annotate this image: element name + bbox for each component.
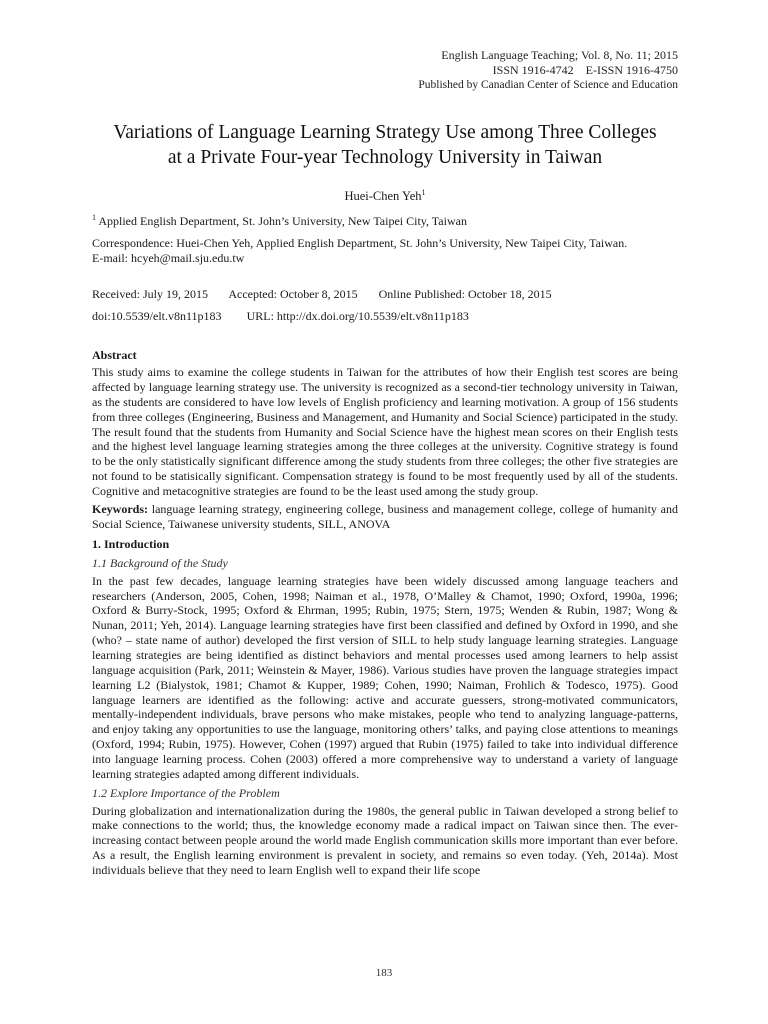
correspondence-text: Correspondence: Huei-Chen Yeh, Applied English Department, St. John’s University, New Taipei City, Taiwan.	[92, 236, 628, 251]
correspondence-email: E-mail: hcyeh@mail.sju.edu.tw	[92, 251, 245, 266]
paper-title-line-2: at a Private Four-year Technology University in Taiwan	[167, 147, 603, 168]
abstract-text: This study aims to examine the college students in Taiwan for the attributes of how their English test scores are being affected by language learning strategy use. The university is recognized as a second-tier technology university in Taiwan, as the students are considered to have low levels of English proficiency and learning motivation. A group of 156 students from three colleges (Engineering, Business and Management, and Humanity and Social Science) participated in the study. The result found that the students from Humanity and Social Science have the highest mean scores on their English tests and the highest level language learning strategies among the three colleges at the university. Cognitive strategy is found to be the only statistically significant difference among the study students from three colleges; the other five strategies are not found to be statisically significant. Compensation strategy is found to be most frequently used by all of the students. Cognitive and metacognitive strategies are found to be the least used among the study group.	[92, 365, 678, 498]
journal-header	[92, 48, 678, 93]
subsection-heading-background: 1.1 Background of the Study	[92, 555, 228, 570]
author-line	[92, 185, 678, 204]
affiliation	[92, 210, 678, 229]
background-paragraph: In the past few decades, language learning strategies have been widely discussed among language teachers and researchers (Anderson, 2005, Cohen, 1998; Naiman et al., 1978, O’Malley & Chamot, 1990; Oxford, 1990a, 1996; Oxford & Burry-Stock, 1995; Oxford & Ehrman, 1995; Rubin, 1975; Stern, 1975; Wenden & Rubin, 1987; Wong & Nunan, 2011; Yeh, 2014). Language learning strategies have first been classified and defined by Oxford in 1990, and she (who? – state name of author) developed the first version of SILL to help study language learning strategies. Language learning strategies are being identified as distinct behaviors and mental processes used among learners to help assist language acquisition (Park, 2011; Weinstein & Mayer, 1986). Various studies have proven the language strategies impact learning L2 (Bialystok, 1981; Chamot & Kupper, 1989; Cohen, 1990; Naiman, Frohlich & Todesco, 1975). Good language learners are identified as the following: active and accurate guessers, strong-motivated communicators, mentally-independent individuals, brave persons who make mistakes, people who tend to analyzing language-patterns, and enjoy taking any opportunities to use the language, monitoring others’ talks, and paying close attentions to meanings (Oxford, 1994; Rubin, 1975). However, Cohen (1997) argued that Rubin (1975) failed to take into individual difference into language learning process. Cohen (2003) offered a more comprehensive way to understand a variety of language learning strategies adapted among different individuals.	[92, 573, 678, 781]
correspondence	[92, 236, 678, 266]
abstract-heading: Abstract	[92, 348, 137, 363]
received-date: Received: July 19, 2015	[92, 287, 208, 302]
paper-page	[92, 48, 678, 878]
author-name: Huei-Chen Yeh	[344, 189, 422, 204]
doi: doi:10.5539/elt.v8n11p183	[92, 309, 222, 324]
keywords	[92, 502, 678, 532]
paper-title	[92, 120, 678, 170]
journal-publisher: Published by Canadian Center of Science and Education	[418, 79, 678, 91]
page-number: 183	[375, 967, 393, 979]
subsection-heading-importance: 1.2 Explore Importance of the Problem	[92, 785, 280, 800]
journal-issn: ISSN 1916-4742 E-ISSN 1916-4750	[492, 63, 678, 77]
importance-paragraph: During globalization and internationalization during the 1980s, the general public in Taiwan developed a strong belief to make connections to the world; thus, the knowledge economy made a radical impact on Taiwan since then. The ever-increasing contact between people around the world made English communication skills more important than ever before. As a result, the English learning environment is prevalent in society, and remains so even today. (Yeh, 2014a). Most individuals believe that they need to learn English well to expand their life scope	[92, 803, 678, 877]
keywords-text: language learning strategy, engineering college, business and management college, college of humanity and Social Science, Taiwanese university students, SILL, ANOVA	[92, 501, 678, 531]
publication-dates	[92, 286, 678, 324]
journal-citation: English Language Teaching; Vol. 8, No. 11; 2015	[441, 48, 678, 62]
accepted-date: Accepted: October 8, 2015	[228, 287, 358, 302]
url-link[interactable]: URL: http://dx.doi.org/10.5539/elt.v8n11p183	[246, 309, 469, 324]
keywords-label: Keywords:	[92, 501, 148, 516]
author-superscript: 1	[421, 188, 426, 197]
affiliation-superscript: 1	[92, 213, 96, 223]
affiliation-text: Applied English Department, St. John’s University, New Taipei City, Taiwan	[96, 214, 467, 229]
paper-title-line-1: Variations of Language Learning Strategy Use among Three Colleges	[113, 122, 657, 143]
published-date: Online Published: October 18, 2015	[378, 287, 552, 302]
introduction-heading: 1. Introduction	[92, 536, 170, 551]
